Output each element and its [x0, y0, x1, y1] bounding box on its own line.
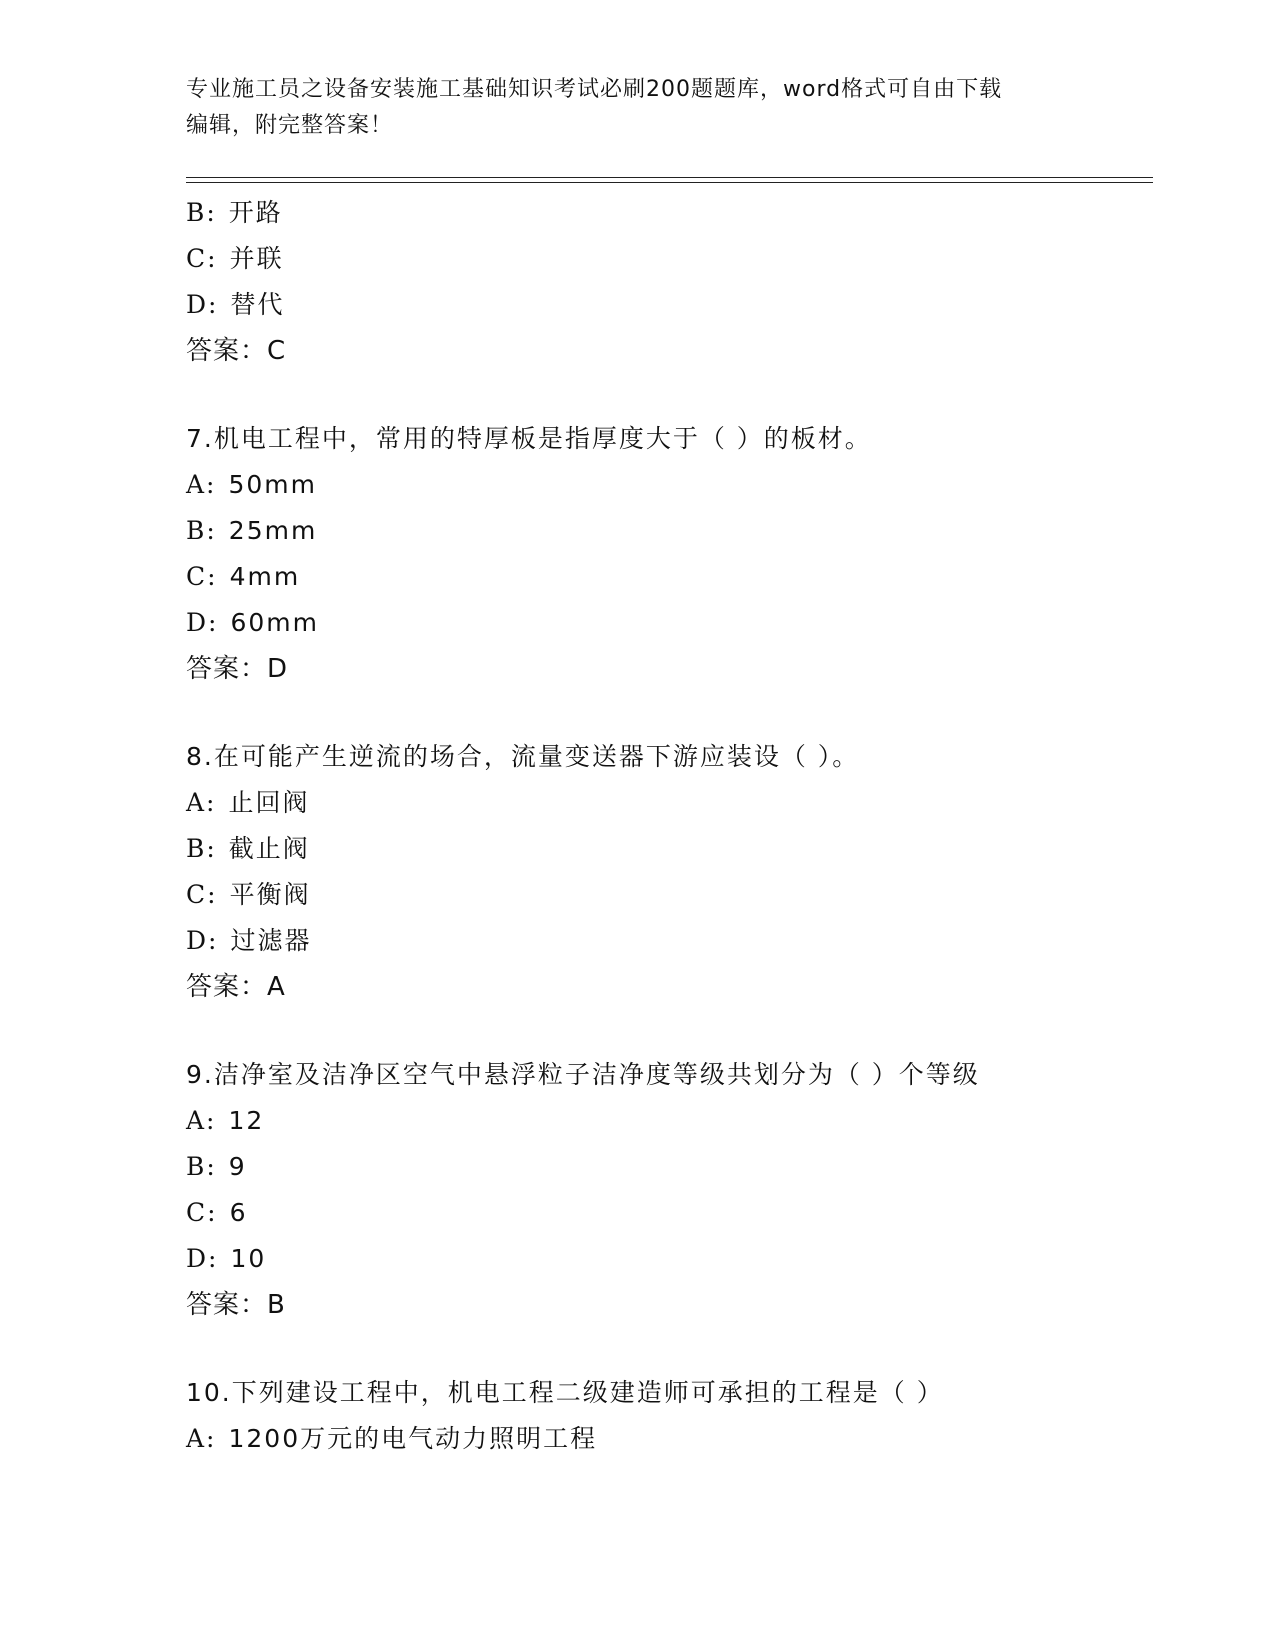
option-d — [186, 282, 1146, 328]
option-letter: B: — [186, 198, 217, 227]
header-rule-top — [186, 177, 1153, 178]
option-letter: D: — [186, 1244, 219, 1273]
question-8 — [186, 734, 1146, 1010]
option-c — [186, 1190, 1146, 1236]
question-list — [186, 190, 1146, 1462]
option-c — [186, 554, 1146, 600]
option-letter: C: — [186, 880, 218, 909]
option-text: 止回阀 — [228, 788, 310, 817]
option-d — [186, 600, 1146, 646]
option-text: 平衡阀 — [229, 880, 311, 909]
question-9 — [186, 1052, 1146, 1328]
option-b — [186, 508, 1146, 554]
option-text: 截止阀 — [228, 834, 310, 863]
question-10 — [186, 1370, 1146, 1462]
option-letter: B: — [186, 516, 217, 545]
answer-line: 答案：D — [186, 654, 289, 684]
option-letter: C: — [186, 244, 218, 273]
option-letter: A: — [186, 788, 217, 817]
question-6 — [186, 190, 1146, 374]
option-letter: C: — [186, 562, 218, 591]
option-a — [186, 462, 1146, 508]
question-stem: 7.机电工程中，常用的特厚板是指厚度大于（ ）的板材。 — [186, 424, 872, 453]
option-text: 50mm — [228, 470, 318, 499]
option-d — [186, 1236, 1146, 1282]
header-line-2: 编辑，附完整答案！ — [186, 113, 394, 138]
option-b — [186, 190, 1146, 236]
option-letter: B: — [186, 1152, 217, 1181]
answer-line: 答案：B — [186, 1290, 286, 1320]
option-letter: D: — [186, 290, 219, 319]
option-letter: C: — [186, 1198, 218, 1227]
option-text: 25mm — [228, 516, 318, 545]
option-a — [186, 1416, 1146, 1462]
document-header — [186, 72, 1066, 144]
option-c — [186, 872, 1146, 918]
question-stem: 8.在可能产生逆流的场合，流量变送器下游应装设（ ）。 — [186, 742, 860, 771]
question-stem: 10.下列建设工程中，机电工程二级建造师可承担的工程是（ ） — [186, 1378, 944, 1407]
option-letter: A: — [186, 1424, 217, 1453]
option-text: 开路 — [228, 198, 283, 227]
option-text: 10 — [230, 1244, 267, 1273]
option-letter: A: — [186, 1106, 217, 1135]
option-c — [186, 236, 1146, 282]
option-text: 12 — [228, 1106, 265, 1135]
option-d — [186, 918, 1146, 964]
header-rule-bottom — [186, 182, 1153, 183]
option-text: 并联 — [229, 244, 284, 273]
option-letter: B: — [186, 834, 217, 863]
question-stem: 9.洁净室及洁净区空气中悬浮粒子洁净度等级共划分为（ ）个等级 — [186, 1060, 980, 1089]
header-line-1: 专业施工员之设备安装施工基础知识考试必刷200题题库，word格式可自由下载 — [186, 77, 1003, 102]
option-a — [186, 1098, 1146, 1144]
question-7 — [186, 416, 1146, 692]
option-letter: A: — [186, 470, 217, 499]
option-letter: D: — [186, 926, 219, 955]
option-b — [186, 826, 1146, 872]
option-letter: D: — [186, 608, 219, 637]
option-text: 4mm — [229, 562, 301, 591]
option-text: 6 — [229, 1198, 248, 1227]
option-text: 替代 — [230, 290, 285, 319]
answer-line: 答案：C — [186, 336, 287, 366]
option-b — [186, 1144, 1146, 1190]
option-text: 过滤器 — [230, 926, 312, 955]
option-text: 9 — [228, 1152, 247, 1181]
option-text: 60mm — [230, 608, 319, 637]
option-a — [186, 780, 1146, 826]
answer-line: 答案：A — [186, 972, 286, 1002]
option-text: 1200万元的电气动力照明工程 — [228, 1424, 598, 1453]
